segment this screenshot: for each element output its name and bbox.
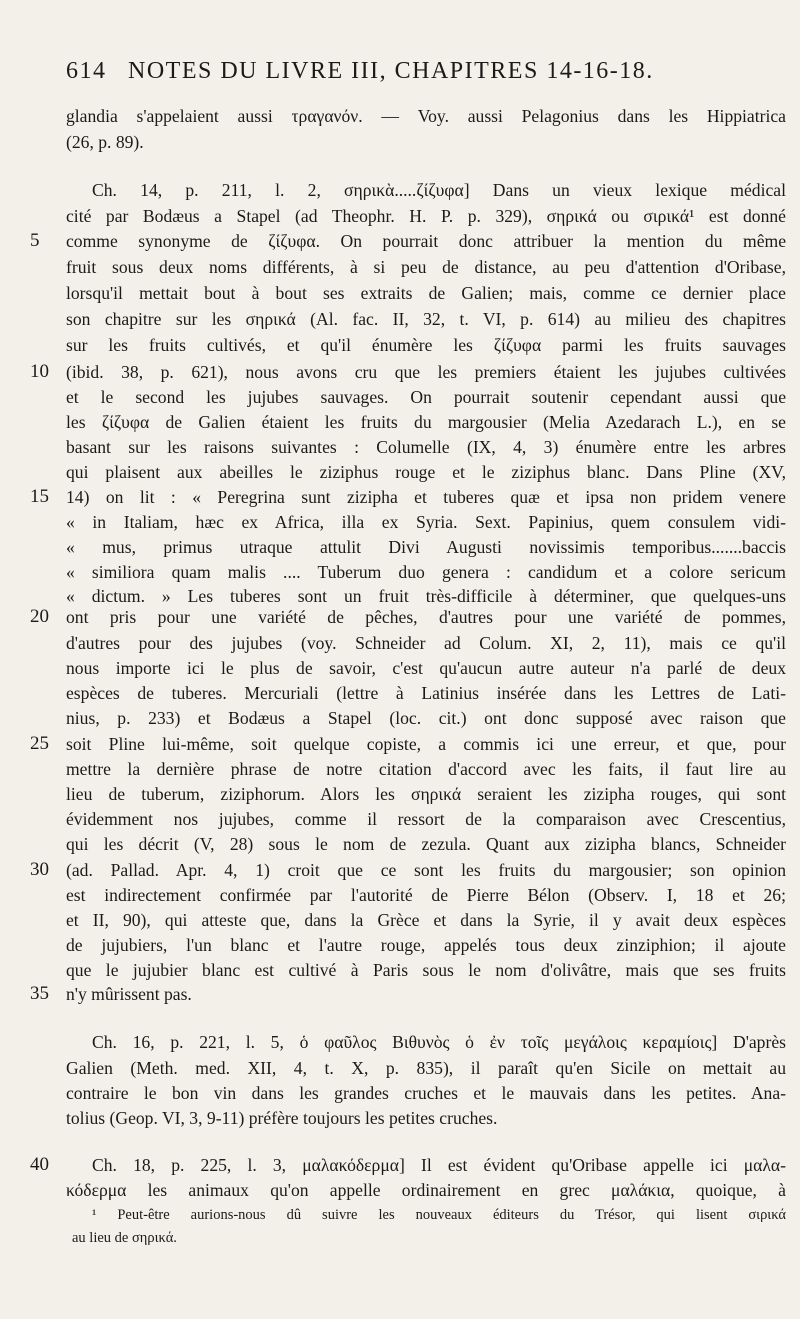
line-number: 25 [30,733,49,754]
text-line: qui les décrit (V, 28) sous le nom de zezula. Quant aux zizipha blancs, Schneider [66,834,786,854]
text-line: son chapitre sur les σηρικά (Al. fac. II, 32, t. VI, p. 614) au milieu des chapitres [66,309,786,329]
text-line: (26, p. 89). [66,132,144,152]
line-number: 40 [30,1154,49,1175]
running-title: NOTES DU LIVRE III, CHAPITRES 14-16-18. [128,58,654,84]
text-line: tolius (Geop. VI, 3, 9-11) préfère toujours les petites cruches. [66,1108,498,1128]
text-line: Ch. 14, p. 211, l. 2, σηρικὰ.....ζίζυφα] Dans un vieux lexique médical [92,180,786,200]
line-number: 15 [30,486,49,507]
text-line: et le second les jujubes sauvages. On pourrait soutenir cependant aussi que [66,387,786,407]
text-line: ont pris pour une variété de pêches, d'autres pour une variété de pommes, [66,607,786,627]
text-line: et II, 90), qui atteste que, dans la Grèce et dans la Syrie, il y avait deux espèces [66,910,786,930]
text-line: basant sur les raisons suivantes : Columelle (IX, 4, 3) énumère entre les arbres [66,437,786,457]
text-line: glandia s'appelaient aussi τραγανόν. — Voy. aussi Pelagonius dans les Hippiatrica [66,106,786,126]
running-header [66,58,766,85]
text-line: Ch. 18, p. 225, l. 3, μαλακόδερμα] Il est évident qu'Oribase appelle ici μαλα- [92,1155,786,1175]
text-line: comme synonyme de ζίζυφα. On pourrait donc attribuer la mention du même [66,231,786,251]
line-number: 30 [30,859,49,880]
text-line: Ch. 16, p. 221, l. 5, ὁ φαῦλος Βιθυνὸς ὁ ἐν τοῖς μεγάλοις κεραμίοις] D'après [92,1032,786,1052]
text-line: lorsqu'il mettait bout à bout ses extraits de Galien; mais, comme ce dernier place [66,283,786,303]
text-line: (ibid. 38, p. 621), nous avons cru que les premiers étaient les jujubes cultivées [66,362,786,382]
text-line: lieu de tuberum, ziziphorum. Alors les σηρικά seraient les zizipha rouges, qui sont [66,784,786,804]
line-number: 5 [30,230,40,251]
text-line: les ζίζυφα de Galien étaient les fruits du margousier (Melia Azedarach L.), en se [66,412,786,432]
text-line: cité par Bodæus a Stapel (ad Theophr. H. P. p. 329), σηρικά ou σιρικά¹ est donné [66,206,786,226]
text-line: n'y mûrissent pas. [66,984,192,1004]
text-line: qui plaisent aux abeilles le ziziphus rouge et le ziziphus blanc. Dans Pline (XV, [66,462,786,482]
text-line: Galien (Meth. med. XII, 4, t. X, p. 835), il paraît qu'en Sicile on mettait au [66,1058,786,1078]
line-number: 35 [30,983,49,1004]
text-line: « in Italiam, hæc ex Africa, illa ex Syria. Sext. Papinius, quem consulem vidi- [66,512,786,532]
footnote-line: ¹ Peut-être aurions-nous dû suivre les nouveaux éditeurs du Trésor, qui lisent σιρικά [92,1207,786,1223]
text-line: « mus, primus utraque attulit Divi Augusti novissimis temporibus.......baccis [66,537,786,557]
text-line: d'autres pour des jujubes (voy. Schneider ad Colum. XI, 2, 11), mais ce qu'il [66,633,786,653]
text-line: (ad. Pallad. Apr. 4, 1) croit que ce sont les fruits du margousier; son opinion [66,860,786,880]
footnote-line: au lieu de σηρικά. [72,1230,177,1246]
text-line: fruit sous deux noms différents, à si peu de distance, au peu d'attention d'Oribase, [66,257,786,277]
text-line: κόδερμα les animaux qu'on appelle ordinairement en grec μαλάκια, quoique, à [66,1180,786,1200]
text-line: soit Pline lui-même, soit quelque copiste, a commis ici une erreur, et que, pour [66,734,786,754]
text-line: espèces de tuberes. Mercuriali (lettre à Latinius insérée dans les Lettres de Lati- [66,683,786,703]
line-number: 20 [30,606,49,627]
text-line: « similiora quam malis .... Tuberum duo genera : candidum et a colore sericum [66,562,786,582]
text-line: évidemment nos jujubes, comme il ressort de la comparaison avec Crescentius, [66,809,786,829]
line-number: 10 [30,361,49,382]
text-line: nius, p. 233) et Bodæus a Stapel (loc. cit.) ont donc supposé avec raison que [66,708,786,728]
text-line: de jujubiers, l'un blanc et l'autre rouge, appelés tous deux zinziphion; il ajoute [66,935,786,955]
text-line: mettre la dernière phrase de notre citation d'accord avec les faits, il faut lire au [66,759,786,779]
text-line: nous importe ici le plus de savoir, c'est qu'aucun autre auteur n'a parlé de deux [66,658,786,678]
text-line: sur les fruits cultivés, et qu'il énumère les ζίζυφα parmi les fruits sauvages [66,335,786,355]
text-line: que le jujubier blanc est cultivé à Paris sous le nom d'olivâtre, mais que ses fruits [66,960,786,980]
text-line: est indirectement confirmée par l'autorité de Pierre Bélon (Observ. I, 18 et 26; [66,885,786,905]
text-line: « dictum. » Les tuberes sont un fruit très-difficile à déterminer, que quelques-uns [66,586,786,606]
text-line: contraire le bon vin dans les grandes cruches et le mauvais dans les petites. Ana- [66,1083,786,1103]
text-line: 14) on lit : « Peregrina sunt zizipha et tuberes quæ et ipsa non pridem venere [66,487,786,507]
page-number: 614 [66,58,107,84]
